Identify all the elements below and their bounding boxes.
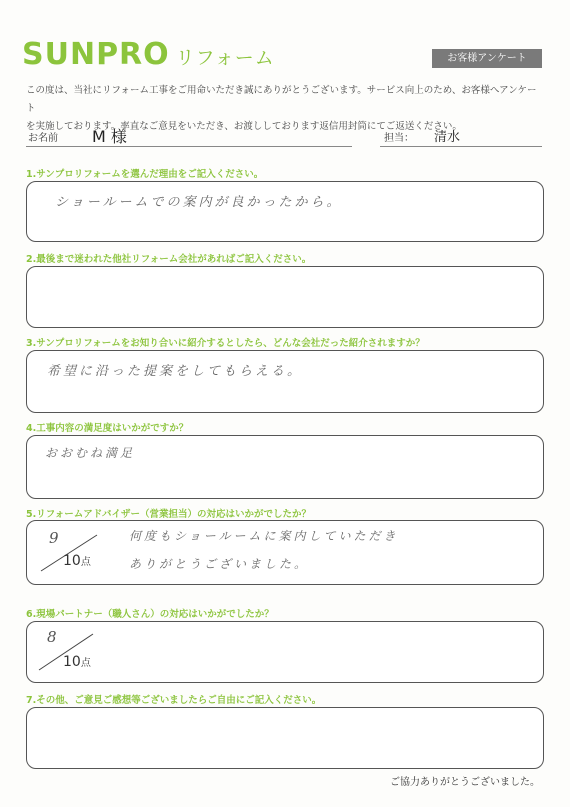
staff-label: 担当： bbox=[384, 133, 414, 144]
question-6-answer-box bbox=[26, 621, 544, 683]
question-6-score-unit: 点 bbox=[80, 658, 91, 669]
company-logo bbox=[22, 34, 275, 70]
question-5-answer-box bbox=[26, 520, 544, 585]
question-5-answer-line-2: ありがとうございました。 bbox=[129, 557, 310, 571]
question-5-score-max-number: 10 bbox=[63, 553, 81, 569]
question-5-score-max bbox=[63, 553, 91, 569]
staff-value: 清水 bbox=[434, 130, 461, 145]
question-6-score-max bbox=[63, 654, 91, 670]
score-slash bbox=[27, 521, 127, 583]
question-4-label: 4.工事内容の満足度はいかがですか？ bbox=[26, 423, 189, 434]
question-1-answer-box bbox=[26, 181, 544, 242]
question-2-answer-box bbox=[26, 266, 544, 328]
intro-line-2: を実施しております。率直なご意見をいただき、お渡ししております返信用封筒にてご返送ください。 bbox=[26, 121, 462, 132]
intro-line-1: この度は、当社にリフォーム工事をご用命いただき誠にありがとうございます。サービス向上のため、お客様へアンケート bbox=[26, 85, 537, 114]
score-slash bbox=[27, 622, 127, 684]
customer-name-value: M 様 bbox=[92, 127, 127, 146]
question-3-answer-box bbox=[26, 350, 544, 413]
question-6-label: 6.現場パートナー（職人さん）の対応はいかがでしたか？ bbox=[26, 609, 274, 620]
logo-sub-text: リフォーム bbox=[175, 47, 275, 69]
question-7-answer-box bbox=[26, 707, 544, 769]
question-6-score-max-number: 10 bbox=[63, 654, 81, 670]
staff-row bbox=[380, 128, 542, 147]
question-4-answer: おおむね満足 bbox=[45, 446, 136, 460]
question-3-answer: 希望に沿った提案をしてもらえる。 bbox=[47, 364, 304, 379]
question-5-answer-line-1: 何度もショールームに案内していただき bbox=[129, 529, 399, 543]
question-6-score-value: 8 bbox=[47, 628, 57, 646]
question-7-label: 7.その他、ご意見ご感想等ございましたらご自由にご記入ください。 bbox=[26, 695, 322, 706]
question-1-label: 1.サンプロリフォームを選んだ理由をご記入ください。 bbox=[26, 169, 264, 180]
question-6-score bbox=[27, 622, 127, 684]
question-5-score-unit: 点 bbox=[80, 557, 91, 568]
question-3-label: 3.サンプロリフォームをお知り合いに紹介するとしたら、どんな会社だった紹介されますか？ bbox=[26, 338, 425, 349]
customer-name-row bbox=[26, 128, 352, 147]
question-5-score-value: 9 bbox=[49, 529, 59, 547]
logo-brand-text: SUNPRO bbox=[22, 37, 170, 72]
question-5-score bbox=[27, 521, 127, 583]
thanks-text: ご協力ありがとうございました。 bbox=[390, 777, 540, 788]
question-1-answer: ショールームでの案内が良かったから。 bbox=[55, 195, 343, 210]
survey-badge: お客様アンケート bbox=[432, 49, 542, 68]
customer-name-label: お名前 bbox=[28, 133, 58, 144]
question-4-answer-box bbox=[26, 435, 544, 499]
question-5-label: 5.リフォームアドバイザー（営業担当）の対応はいかがでしたか？ bbox=[26, 509, 312, 520]
question-2-label: 2.最後まで迷われた他社リフォーム会社があればご記入ください。 bbox=[26, 254, 312, 265]
